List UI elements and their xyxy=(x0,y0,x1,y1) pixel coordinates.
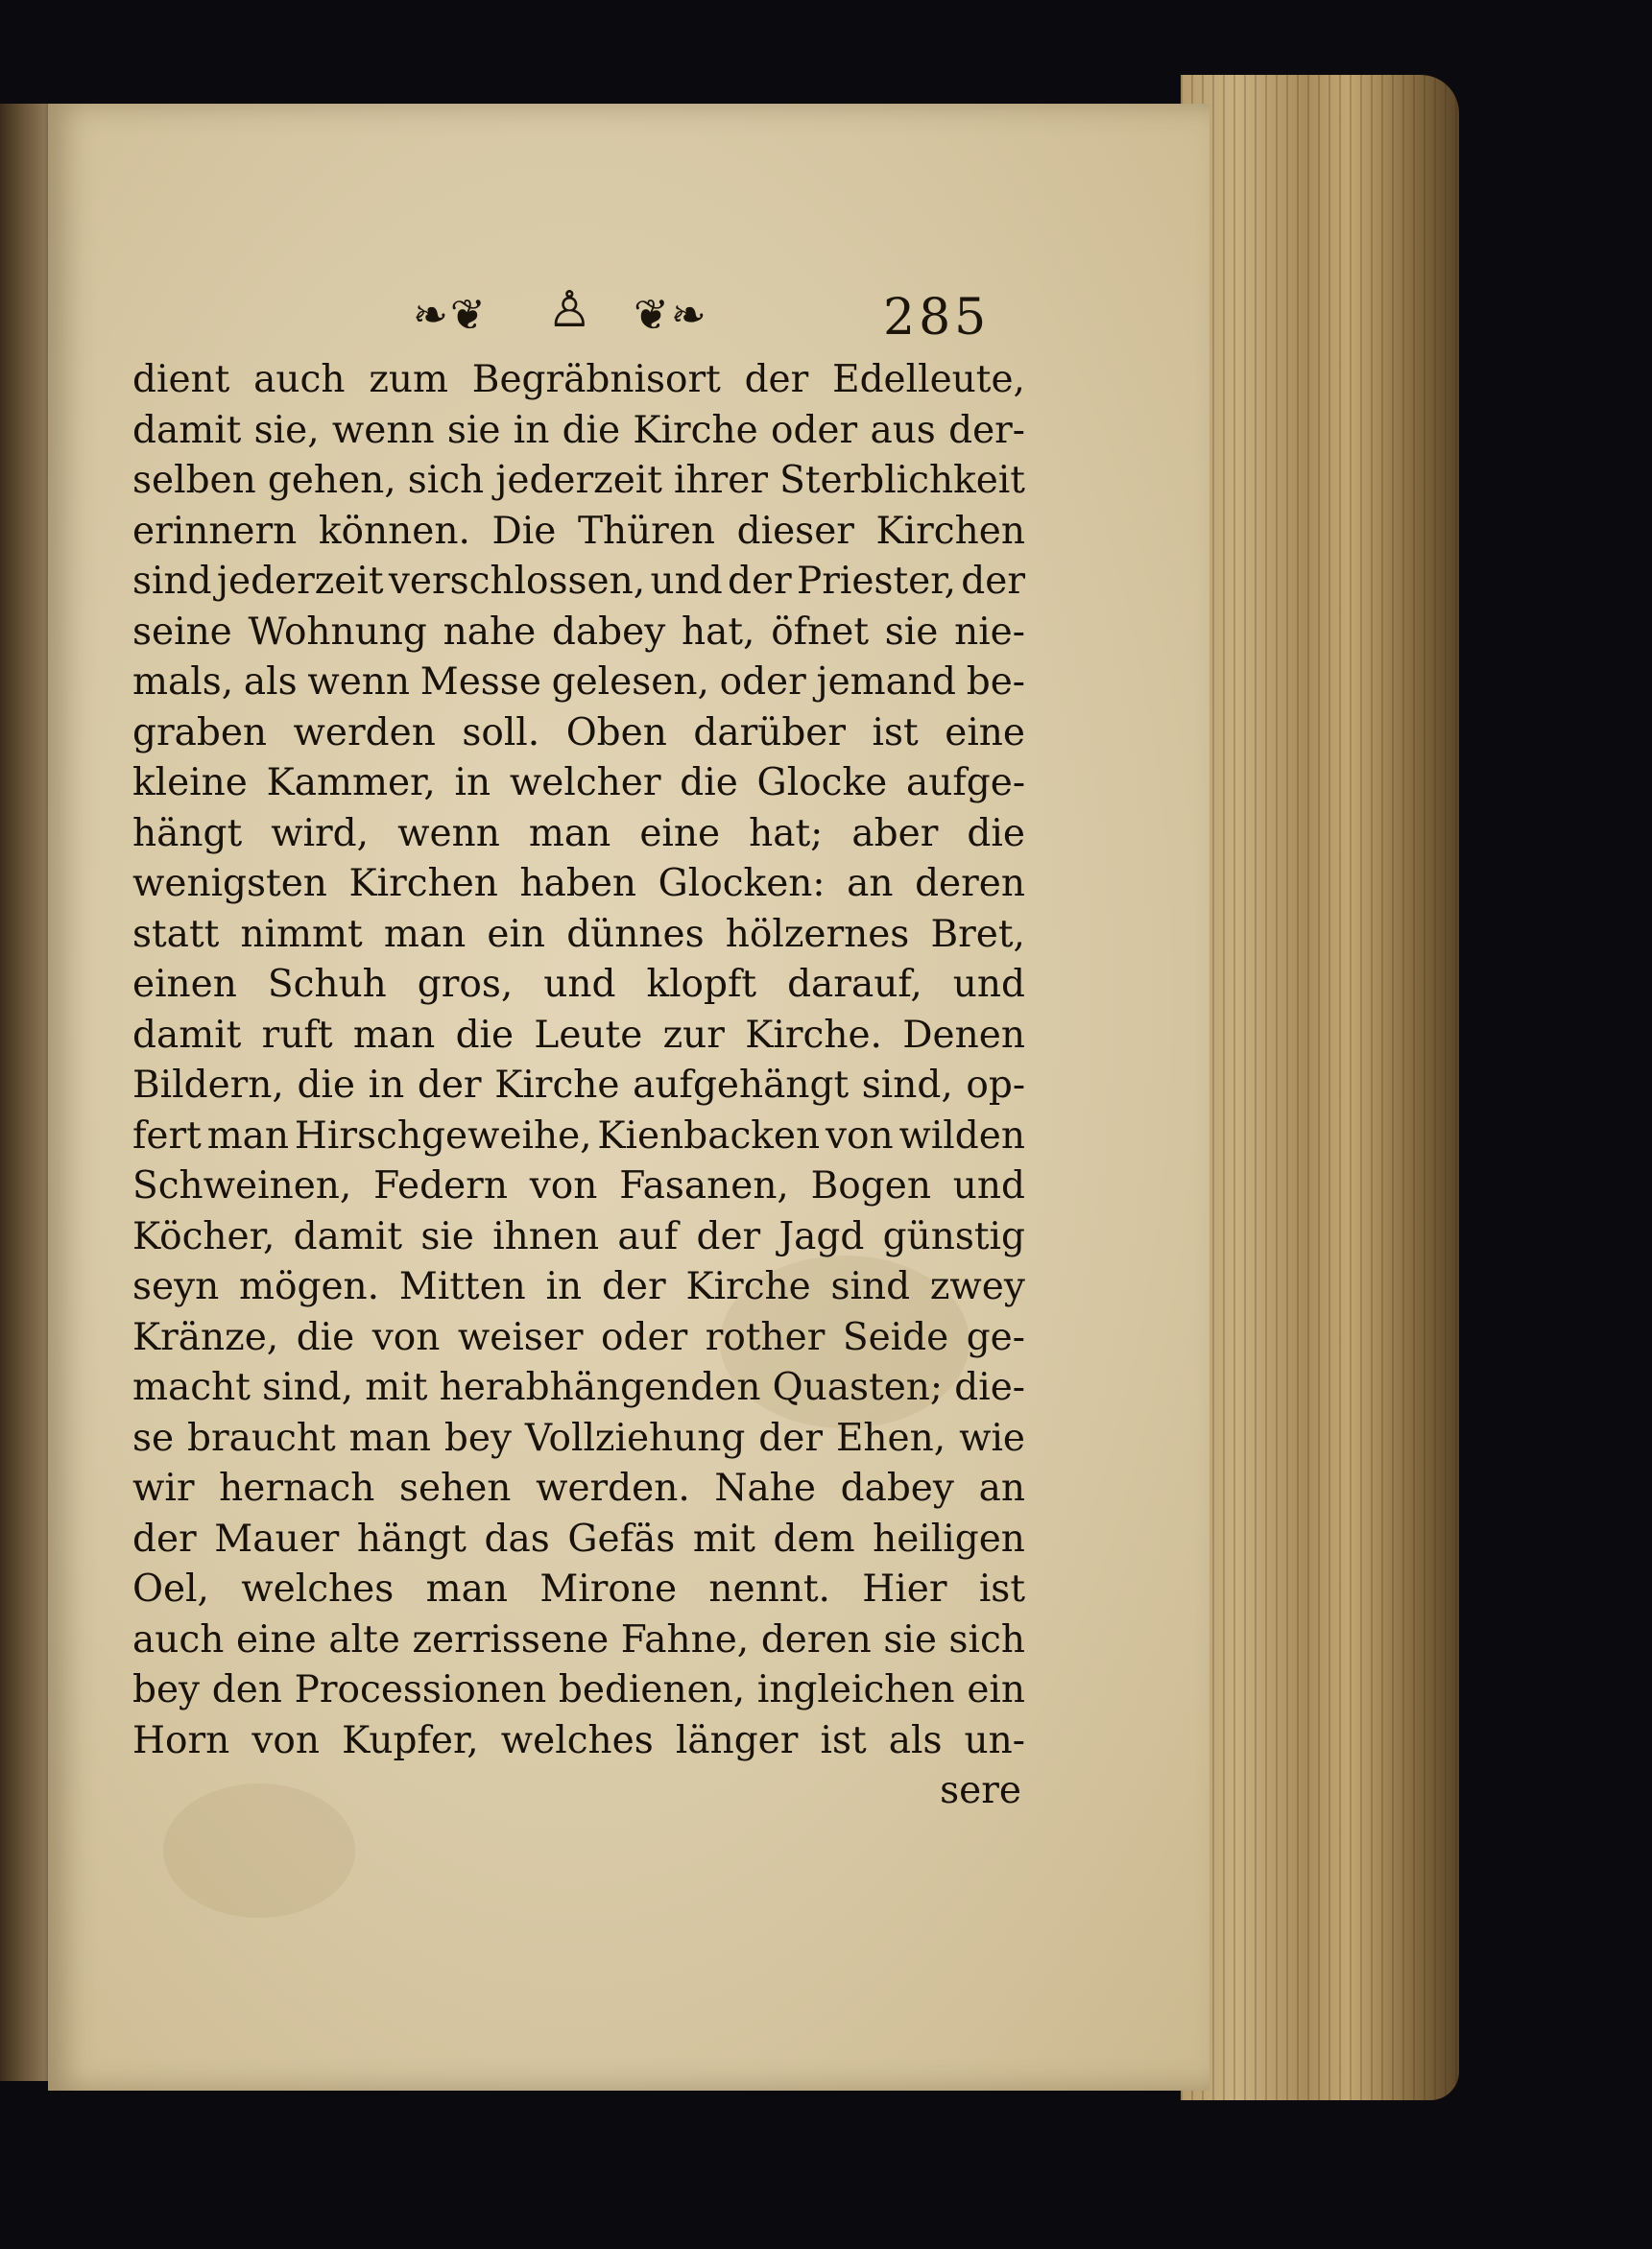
text-line: Kränze, die von weiser oder rother Seide ge- xyxy=(132,1315,1025,1359)
page-header: ❧❦ ♙ ❦❧ 285 xyxy=(413,281,991,347)
text-line: graben werden soll. Oben darüber ist eine xyxy=(132,710,1025,754)
text-line: wir hernach sehen werden. Nahe dabey an xyxy=(132,1467,1025,1510)
ornament-right-icon: ❦❧ xyxy=(634,291,708,340)
text-line: seine Wohnung nahe dabey hat, öfnet sie nie- xyxy=(132,610,1025,654)
body-text xyxy=(132,355,1025,1817)
text-line: macht sind, mit herabhängenden Quasten; die- xyxy=(132,1366,1025,1409)
text-line: bey den Processionen bedienen, ingleichen ein xyxy=(132,1668,1025,1711)
text-line: Horn von Kupfer, welches länger ist als un- xyxy=(132,1718,1025,1762)
text-line: seyn mögen. Mitten in der Kirche sind zwey xyxy=(132,1265,1025,1308)
text-line: damit sie, wenn sie in die Kirche oder aus der- xyxy=(132,408,1025,452)
text-line: Oel, welches man Mirone nennt. Hier ist xyxy=(132,1567,1025,1611)
text-line: statt nimmt man ein dünnes hölzernes Bret, xyxy=(132,912,1025,956)
text-line: Köcher, damit sie ihnen auf der Jagd günstig xyxy=(132,1214,1025,1258)
text-line: mals, als wenn Messe gelesen, oder jemand be- xyxy=(132,660,1025,704)
text-line: der Mauer hängt das Gefäs mit dem heiligen xyxy=(132,1517,1025,1561)
text-line: fert man Hirschgeweihe, Kienbacken von wilden xyxy=(132,1113,1025,1158)
text-line: damit ruft man die Leute zur Kirche. Denen xyxy=(132,1013,1025,1057)
ornament-left-icon: ❧❦ xyxy=(413,291,488,340)
text-line: Schweinen, Federn von Fasanen, Bogen und xyxy=(132,1164,1025,1208)
text-line: erinnern können. Die Thüren dieser Kirchen xyxy=(132,509,1025,553)
text-line: selben gehen, sich jederzeit ihrer Sterblichkeit xyxy=(132,459,1025,502)
text-line: auch eine alte zerrissene Fahne, deren sie sich xyxy=(132,1617,1025,1662)
book-page xyxy=(48,104,1209,2091)
text-line: einen Schuh gros, und klopft darauf, und xyxy=(132,963,1025,1006)
text-line: hängt wird, wenn man eine hat; aber die xyxy=(132,811,1025,855)
text-line: dient auch zum Begräbnisort der Edelleute, xyxy=(132,358,1025,401)
text-line: wenigsten Kirchen haben Glocken: an deren xyxy=(132,862,1025,905)
catchword: sere xyxy=(940,1769,1021,1812)
page-edges xyxy=(1181,75,1459,2100)
text-line: sind jederzeit verschlossen, und der Priester, der xyxy=(132,560,1025,603)
ornament-center-icon: ♙ xyxy=(547,281,594,339)
text-line: se braucht man bey Vollziehung der Ehen, wie xyxy=(132,1416,1025,1460)
text-line: Bildern, die in der Kirche aufgehängt sind, op- xyxy=(132,1064,1025,1107)
text-line: kleine Kammer, in welcher die Glocke aufge- xyxy=(132,761,1025,804)
